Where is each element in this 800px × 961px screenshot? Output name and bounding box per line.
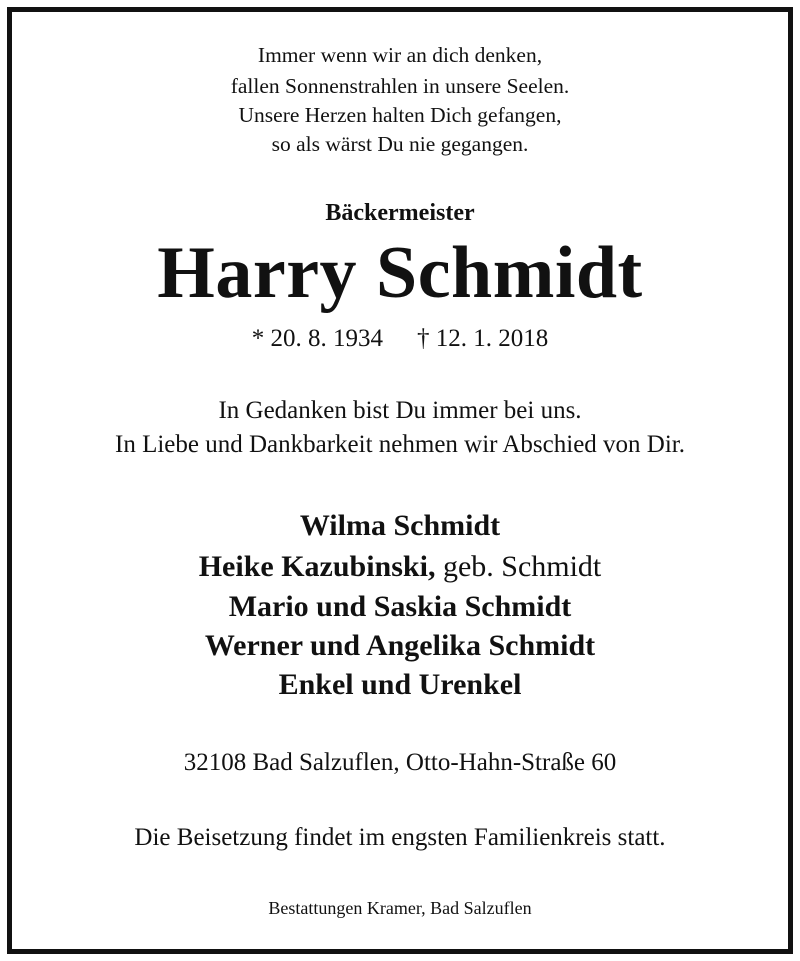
address: 32108 Bad Salzuflen, Otto-Hahn-Straße 60: [183, 749, 617, 776]
deceased-title: Bäckermeister: [325, 200, 475, 226]
family-line-2: [0, 552, 800, 582]
birth-date: * 20. 8. 1934: [251, 325, 383, 352]
message-line-1: In Gedanken bist Du immer bei uns.: [218, 397, 582, 424]
family-line-1: Wilma Schmidt: [299, 509, 501, 542]
family-line-5: Enkel und Urenkel: [278, 668, 522, 701]
family-line-4: Werner und Angelika Schmidt: [204, 629, 596, 662]
death-date: † 12. 1. 2018: [417, 325, 549, 352]
poem-line-3: Unsere Herzen halten Dich gefangen,: [238, 103, 562, 127]
poem-line-4: so als wärst Du nie gegangen.: [271, 132, 529, 156]
life-dates: [0, 326, 800, 351]
message-line-2: In Liebe und Dankbarkeit nehmen wir Abschied von Dir.: [115, 431, 685, 458]
family-name-bold: Heike Kazubinski,: [198, 550, 436, 583]
poem-line-1: Immer wenn wir an dich denken,: [257, 43, 543, 67]
deceased-name: Harry Schmidt: [157, 232, 643, 314]
undertaker: Bestattungen Kramer, Bad Salzuflen: [268, 898, 532, 918]
family-line-3: Mario und Saskia Schmidt: [228, 590, 572, 623]
poem-line-2: fallen Sonnenstrahlen in unsere Seelen.: [230, 74, 570, 98]
funeral-note: Die Beisetzung findet im engsten Familienkreis statt.: [134, 824, 666, 851]
family-name-maiden: geb. Schmidt: [435, 550, 602, 583]
